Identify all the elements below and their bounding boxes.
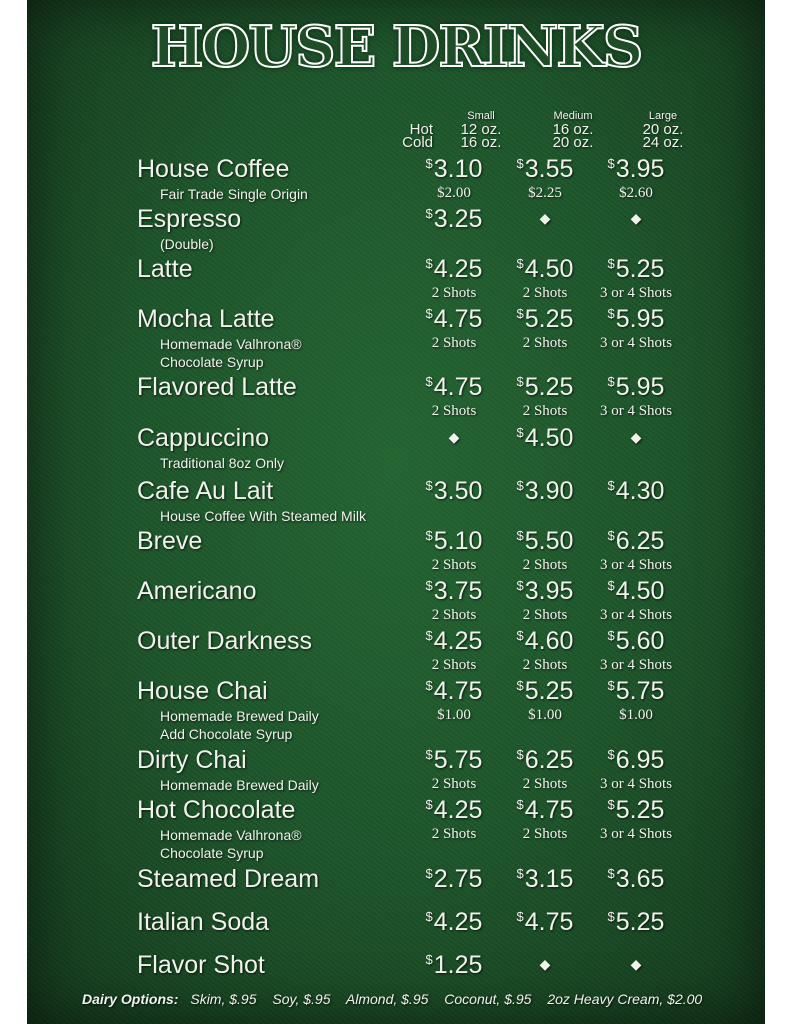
size-label: Large	[648, 110, 678, 122]
item-price	[409, 477, 499, 506]
price-note: 2 Shots	[431, 335, 477, 351]
item-price	[500, 865, 590, 894]
currency-symbol: $	[516, 747, 524, 762]
price-note: 2 Shots	[522, 657, 568, 673]
item-price	[409, 908, 499, 937]
item-price	[409, 796, 499, 825]
item-price	[500, 627, 590, 656]
price-value: 5.75	[615, 677, 665, 705]
unavailable-diamond-icon	[591, 205, 681, 234]
cold-oz: 16 oz.	[460, 134, 502, 151]
item-description: Add Chocolate Syrup	[160, 726, 293, 742]
dairy-options	[82, 991, 714, 1007]
hot-oz: 16 oz.	[552, 121, 594, 138]
item-description: Traditional 8oz Only	[160, 455, 284, 471]
dairy-option: Almond, $.95	[345, 991, 429, 1007]
price-value: 3.65	[615, 865, 665, 893]
price-value: 1.25	[433, 951, 483, 979]
dairy-option: Soy, $.95	[272, 991, 331, 1007]
item-price	[409, 205, 499, 234]
currency-symbol: $	[607, 747, 615, 762]
currency-symbol: $	[607, 909, 615, 924]
item-price	[500, 477, 590, 506]
item-name: Dirty Chai	[137, 746, 247, 774]
price-note: 2 Shots	[431, 607, 477, 623]
currency-symbol: $	[516, 478, 524, 493]
price-note: $1.00	[437, 707, 471, 723]
item-price	[409, 865, 499, 894]
item-price	[591, 908, 681, 937]
currency-symbol: $	[516, 374, 524, 389]
item-price	[591, 373, 681, 402]
price-value: 5.25	[524, 373, 574, 401]
price-value: 4.50	[524, 255, 574, 283]
cold-label: Cold	[402, 134, 433, 151]
currency-symbol: $	[607, 678, 615, 693]
cold-oz: 24 oz.	[642, 134, 684, 151]
unavailable-diamond-icon	[591, 424, 681, 453]
price-note: 3 or 4 Shots	[599, 776, 673, 792]
price-note: $2.60	[619, 185, 653, 201]
item-name: House Coffee	[137, 155, 290, 183]
currency-symbol: $	[607, 866, 615, 881]
price-value: 4.75	[433, 373, 483, 401]
price-value: 4.75	[524, 908, 574, 936]
item-price	[591, 627, 681, 656]
item-price	[409, 627, 499, 656]
unavailable-diamond-icon	[591, 951, 681, 980]
dairy-options-label: Dairy Options:	[82, 991, 179, 1007]
cold-oz: 20 oz.	[552, 134, 594, 151]
currency-symbol: $	[607, 156, 615, 171]
price-value: 5.25	[615, 255, 665, 283]
item-description: Homemade Brewed Daily	[160, 708, 319, 724]
currency-symbol: $	[516, 578, 524, 593]
price-value: 4.75	[524, 796, 574, 824]
price-value: 3.10	[433, 155, 483, 183]
diamond-icon: ◆	[630, 956, 642, 972]
currency-symbol: $	[516, 425, 524, 440]
currency-symbol: $	[607, 578, 615, 593]
price-value: 3.90	[524, 477, 574, 505]
currency-symbol: $	[425, 866, 433, 881]
item-price	[500, 373, 590, 402]
diamond-icon: ◆	[630, 429, 642, 445]
temperature-labels	[393, 123, 433, 149]
price-note: 2 Shots	[522, 826, 568, 842]
currency-symbol: $	[607, 478, 615, 493]
price-value: 3.50	[433, 477, 483, 505]
price-note: 2 Shots	[431, 557, 477, 573]
item-price	[409, 951, 499, 980]
item-name: Italian Soda	[137, 908, 270, 936]
item-name: Steamed Dream	[137, 865, 320, 893]
currency-symbol: $	[516, 628, 524, 643]
menu-title: HOUSE DRINKS	[150, 14, 642, 80]
currency-symbol: $	[425, 374, 433, 389]
currency-symbol: $	[425, 206, 433, 221]
item-name: Flavor Shot	[137, 951, 265, 979]
item-name: Cappuccino	[137, 424, 270, 452]
price-note: 3 or 4 Shots	[599, 285, 673, 301]
price-note: $2.00	[437, 185, 471, 201]
price-note: 2 Shots	[431, 403, 477, 419]
dairy-option: 2oz Heavy Cream, $2.00	[547, 991, 703, 1007]
item-price	[500, 577, 590, 606]
price-value: 3.55	[524, 155, 574, 183]
column-header-medium	[538, 110, 608, 149]
dairy-option: Skim, $.95	[190, 991, 257, 1007]
currency-symbol: $	[425, 952, 433, 967]
diamond-icon: ◆	[630, 210, 642, 226]
item-name: House Chai	[137, 677, 268, 705]
currency-symbol: $	[607, 374, 615, 389]
price-value: 3.25	[433, 205, 483, 233]
price-note: 2 Shots	[522, 607, 568, 623]
price-note: 2 Shots	[431, 285, 477, 301]
item-price	[500, 305, 590, 334]
currency-symbol: $	[425, 306, 433, 321]
item-price	[591, 677, 681, 706]
item-price	[591, 255, 681, 284]
item-description: Homemade Valhrona®	[160, 336, 302, 352]
currency-symbol: $	[425, 578, 433, 593]
size-label: Medium	[553, 110, 593, 122]
item-price	[591, 865, 681, 894]
dairy-option: Coconut, $.95	[444, 991, 532, 1007]
price-note: 2 Shots	[522, 776, 568, 792]
price-value: 5.50	[524, 527, 574, 555]
currency-symbol: $	[425, 478, 433, 493]
currency-symbol: $	[516, 256, 524, 271]
item-price	[409, 155, 499, 184]
item-name: Flavored Latte	[137, 373, 297, 401]
currency-symbol: $	[516, 156, 524, 171]
price-value: 3.95	[615, 155, 665, 183]
price-note: 3 or 4 Shots	[599, 657, 673, 673]
item-price	[409, 373, 499, 402]
item-name: Hot Chocolate	[137, 796, 296, 824]
hot-label: Hot	[409, 121, 433, 138]
item-price	[500, 255, 590, 284]
hot-oz: 20 oz.	[642, 121, 684, 138]
item-price	[500, 527, 590, 556]
price-value: 5.25	[524, 677, 574, 705]
item-price	[591, 155, 681, 184]
item-name: Cafe Au Lait	[137, 477, 274, 505]
price-value: 5.25	[615, 908, 665, 936]
price-value: 4.75	[433, 677, 483, 705]
price-value: 4.50	[524, 424, 574, 452]
item-name: Latte	[137, 255, 193, 283]
price-value: 3.15	[524, 865, 574, 893]
price-value: 6.95	[615, 746, 665, 774]
price-value: 4.25	[433, 908, 483, 936]
item-price	[409, 255, 499, 284]
item-name: Americano	[137, 577, 257, 605]
item-name: Espresso	[137, 205, 242, 233]
price-note: 2 Shots	[522, 335, 568, 351]
item-name: Breve	[137, 527, 203, 555]
price-note: $1.00	[528, 707, 562, 723]
currency-symbol: $	[516, 866, 524, 881]
unavailable-diamond-icon	[409, 424, 499, 453]
item-description: (Double)	[160, 236, 214, 252]
unavailable-diamond-icon	[500, 951, 590, 980]
item-price	[591, 305, 681, 334]
currency-symbol: $	[425, 528, 433, 543]
item-price	[591, 746, 681, 775]
currency-symbol: $	[425, 747, 433, 762]
price-value: 4.75	[433, 305, 483, 333]
column-header-small	[446, 110, 516, 149]
item-price	[500, 746, 590, 775]
item-price	[591, 527, 681, 556]
price-value: 2.75	[433, 865, 483, 893]
price-note: 3 or 4 Shots	[599, 557, 673, 573]
price-value: 6.25	[524, 746, 574, 774]
price-value: 6.25	[615, 527, 665, 555]
unavailable-diamond-icon	[500, 205, 590, 234]
price-value: 5.25	[615, 796, 665, 824]
item-description: Homemade Valhrona®	[160, 827, 302, 843]
currency-symbol: $	[425, 678, 433, 693]
price-value: 5.95	[615, 373, 665, 401]
item-description: Chocolate Syrup	[160, 354, 264, 370]
currency-symbol: $	[425, 909, 433, 924]
currency-symbol: $	[516, 909, 524, 924]
item-price	[500, 677, 590, 706]
menu-board	[27, 0, 765, 1024]
diamond-icon: ◆	[448, 429, 460, 445]
price-value: 4.25	[433, 627, 483, 655]
currency-symbol: $	[607, 306, 615, 321]
price-value: 4.60	[524, 627, 574, 655]
price-value: 4.50	[615, 577, 665, 605]
price-note: 2 Shots	[431, 657, 477, 673]
currency-symbol: $	[607, 528, 615, 543]
item-price	[409, 577, 499, 606]
item-description: Homemade Brewed Daily	[160, 777, 319, 793]
price-note: 2 Shots	[522, 285, 568, 301]
column-header-large	[628, 110, 698, 149]
price-note: $1.00	[619, 707, 653, 723]
item-price	[500, 424, 590, 453]
item-price	[591, 477, 681, 506]
item-price	[500, 155, 590, 184]
currency-symbol: $	[425, 628, 433, 643]
price-value: 5.95	[615, 305, 665, 333]
price-value: 4.30	[615, 477, 665, 505]
item-description: House Coffee With Steamed Milk	[160, 508, 366, 524]
price-value: 3.75	[433, 577, 483, 605]
diamond-icon: ◆	[539, 956, 551, 972]
price-note: 2 Shots	[431, 776, 477, 792]
item-price	[409, 677, 499, 706]
item-price	[591, 577, 681, 606]
price-note: 2 Shots	[431, 826, 477, 842]
price-note: 3 or 4 Shots	[599, 826, 673, 842]
diamond-icon: ◆	[539, 210, 551, 226]
price-value: 5.60	[615, 627, 665, 655]
item-description: Chocolate Syrup	[160, 845, 264, 861]
currency-symbol: $	[607, 256, 615, 271]
price-note: 3 or 4 Shots	[599, 607, 673, 623]
currency-symbol: $	[516, 678, 524, 693]
item-price	[591, 796, 681, 825]
item-price	[409, 305, 499, 334]
item-description: Fair Trade Single Origin	[160, 186, 308, 202]
currency-symbol: $	[425, 256, 433, 271]
currency-symbol: $	[516, 797, 524, 812]
price-value: 5.25	[524, 305, 574, 333]
price-note: 3 or 4 Shots	[599, 335, 673, 351]
hot-oz: 12 oz.	[460, 121, 502, 138]
size-label: Small	[467, 110, 495, 122]
item-name: Outer Darkness	[137, 627, 313, 655]
price-value: 5.10	[433, 527, 483, 555]
item-price	[500, 908, 590, 937]
item-price	[409, 746, 499, 775]
price-value: 4.25	[433, 796, 483, 824]
currency-symbol: $	[516, 528, 524, 543]
price-note: 2 Shots	[522, 403, 568, 419]
currency-symbol: $	[516, 306, 524, 321]
item-name: Mocha Latte	[137, 305, 275, 333]
price-value: 5.75	[433, 746, 483, 774]
price-value: 3.95	[524, 577, 574, 605]
price-note: 2 Shots	[522, 557, 568, 573]
price-note: $2.25	[528, 185, 562, 201]
currency-symbol: $	[607, 628, 615, 643]
currency-symbol: $	[607, 797, 615, 812]
item-price	[409, 527, 499, 556]
item-price	[500, 796, 590, 825]
currency-symbol: $	[425, 156, 433, 171]
price-note: 3 or 4 Shots	[599, 403, 673, 419]
currency-symbol: $	[425, 797, 433, 812]
price-value: 4.25	[433, 255, 483, 283]
